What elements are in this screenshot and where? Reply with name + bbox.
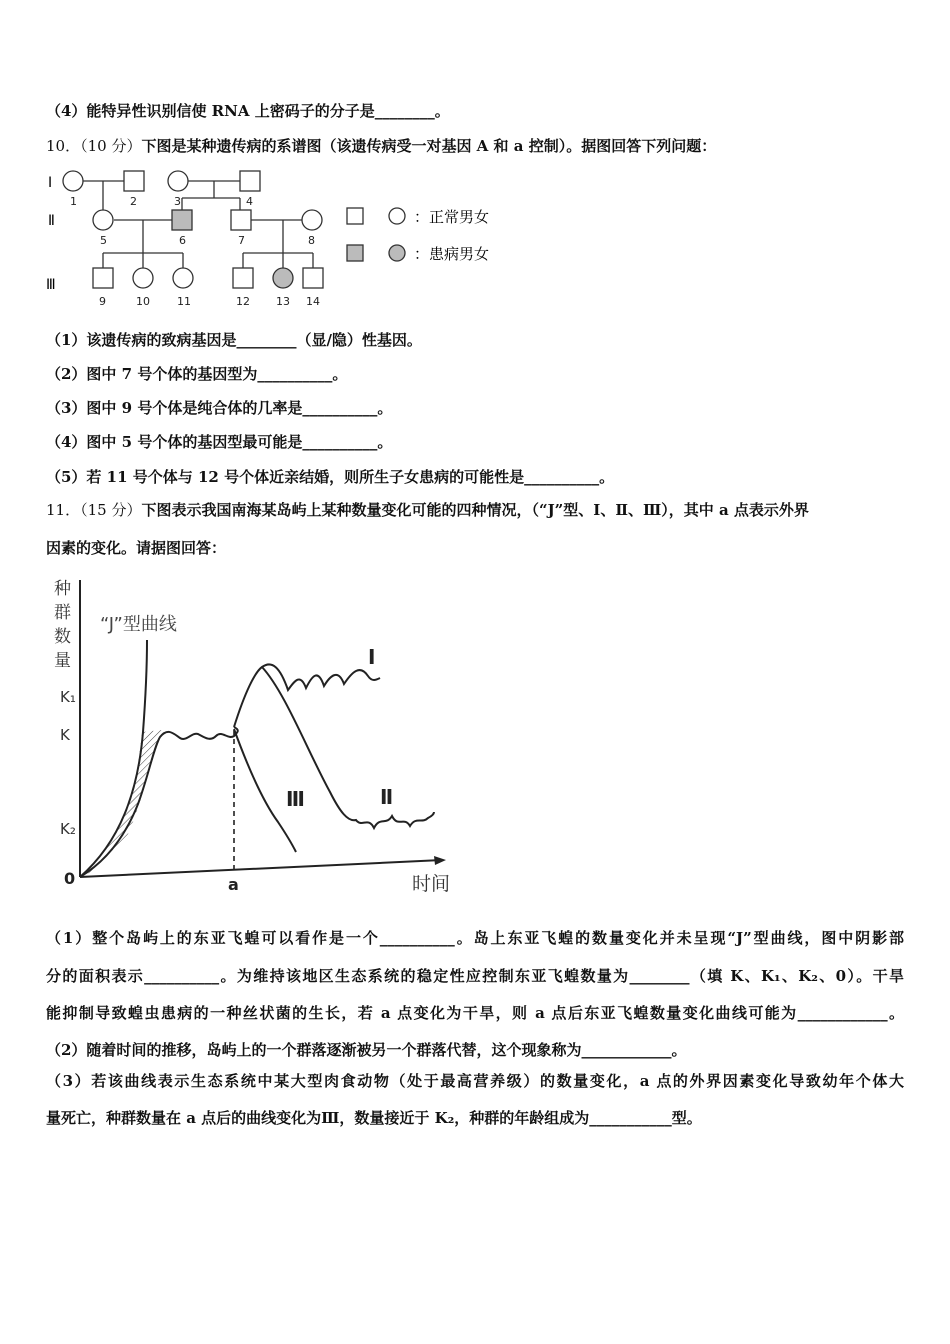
y-tick-k: K xyxy=(60,726,70,744)
origin-label: 0 xyxy=(64,869,76,888)
ind-7 xyxy=(231,210,251,230)
ind-1 xyxy=(63,171,83,191)
ind-6 xyxy=(172,210,192,230)
curve-i-label: Ⅰ xyxy=(368,645,376,669)
shaded-area xyxy=(80,730,162,877)
q11-stem-line2: 因素的变化。请据图回答： xyxy=(46,539,227,557)
ind-label: 14 xyxy=(306,295,320,308)
ylabel-char: 数 xyxy=(54,627,71,647)
q11-sub1-line1: （1）整个岛屿上的东亚飞蝗可以看作是一个__________。岛上东亚飞蝗的数量变化并未呈现“J”型曲线，图中阴影部 xyxy=(46,929,904,947)
y-tick-k2: K₂ xyxy=(60,820,76,838)
ind-label: 8 xyxy=(308,234,315,247)
q10-sub5: （5）若 11 号个体与 12 号个体近亲结婚，则所生子女患病的可能性是__________。 xyxy=(46,468,615,486)
q10-stem xyxy=(46,136,904,156)
ind-9 xyxy=(93,268,113,288)
gen-label-3: Ⅲ xyxy=(46,277,56,293)
pedigree-chart xyxy=(40,165,520,315)
q11-sub2: （2）随着时间的推移，岛屿上的一个群落逐渐被另一个群落代替，这个现象称为____________。 xyxy=(46,1041,687,1059)
q11-sub1-line3: 能抑制导致蝗虫患病的一种丝状菌的生长，若 a 点变化为干旱，则 a 点后东亚飞蝗数量变化曲线可能为____________。 xyxy=(46,1004,904,1022)
x-tick-a: a xyxy=(228,875,239,894)
curve-i xyxy=(234,664,380,727)
ind-10 xyxy=(133,268,153,288)
ind-label: 7 xyxy=(238,234,245,247)
ind-2 xyxy=(124,171,144,191)
legend-normal-female xyxy=(389,208,405,224)
x-axis-label: 时间 xyxy=(412,873,451,895)
q9-sub4: （4）能特异性识别信使 RNA 上密码子的分子是________。 xyxy=(46,102,450,120)
ind-8 xyxy=(302,210,322,230)
q11-sub3-line2: 量死亡，种群数量在 a 点后的曲线变化为Ⅲ，数量接近于 K₂，种群的年龄组成为___________型。 xyxy=(46,1109,702,1127)
population-chart xyxy=(50,572,460,902)
ind-14 xyxy=(303,268,323,288)
ind-4 xyxy=(240,171,260,191)
q10-sub2: （2）图中 7 号个体的基因型为__________。 xyxy=(46,365,348,383)
ind-label: 13 xyxy=(276,295,290,308)
q11-sub1-line2: 分的面积表示__________。为维持该地区生态系统的稳定性应控制东亚飞蝗数量为________（填 K、K₁、K₂、0）。干旱 xyxy=(46,967,904,985)
ind-label: 1 xyxy=(70,195,77,208)
ind-label: 6 xyxy=(179,234,186,247)
q11-number: 11．（15 分） xyxy=(46,501,142,519)
q11-sub3-line1: （3）若该曲线表示生态系统中某大型肉食动物（处于最高营养级）的数量变化，a 点的外界因素变化导致幼年个体大 xyxy=(46,1072,904,1090)
legend-affected-female xyxy=(389,245,405,261)
q10-sub4: （4）图中 5 号个体的基因型最可能是__________。 xyxy=(46,433,393,451)
ind-label: 9 xyxy=(99,295,106,308)
q10-sub1: （1）该遗传病的致病基因是________（显/隐）性基因。 xyxy=(46,331,422,349)
ylabel-char: 量 xyxy=(54,651,71,671)
ylabel-char: 群 xyxy=(54,603,71,623)
legend-affected-male xyxy=(347,245,363,261)
gen-label-1: Ⅰ xyxy=(48,175,53,191)
legend-affected-label: ：患病男女 xyxy=(414,245,490,263)
curve-iii-label: Ⅲ xyxy=(286,787,305,811)
ind-label: 4 xyxy=(246,195,253,208)
ind-13 xyxy=(273,268,293,288)
q11-text1: 下图表示我国南海某岛屿上某种数量变化可能的四种情况，（“J”型、Ⅰ、Ⅱ、Ⅲ），其中 a 点表示外界 xyxy=(141,501,809,519)
ind-11 xyxy=(173,268,193,288)
x-axis xyxy=(80,860,442,877)
ylabel-char: 种 xyxy=(54,579,71,599)
q11-stem-line1 xyxy=(46,500,904,520)
j-curve-label: “J”型曲线 xyxy=(100,614,177,635)
ind-label: 12 xyxy=(236,295,250,308)
ind-label: 5 xyxy=(100,234,107,247)
curve-ii-label: Ⅱ xyxy=(380,785,394,809)
legend-normal-male xyxy=(347,208,363,224)
gen-label-2: Ⅱ xyxy=(48,213,55,229)
q10-sub3: （3）图中 9 号个体是纯合体的几率是__________。 xyxy=(46,399,393,417)
ind-label: 10 xyxy=(136,295,150,308)
q10-number: 10．（10 分） xyxy=(46,137,142,155)
ind-label: 2 xyxy=(130,195,137,208)
ind-label: 3 xyxy=(174,195,181,208)
ind-12 xyxy=(233,268,253,288)
x-axis-arrow xyxy=(434,856,446,865)
y-tick-k1: K₁ xyxy=(60,688,76,706)
legend-normal-label: ：正常男女 xyxy=(414,208,490,226)
ind-5 xyxy=(93,210,113,230)
q10-text: 下图是某种遗传病的系谱图（该遗传病受一对基因 A 和 a 控制）。据图回答下列问题： xyxy=(141,137,717,155)
ind-3 xyxy=(168,171,188,191)
ind-label: 11 xyxy=(177,295,191,308)
